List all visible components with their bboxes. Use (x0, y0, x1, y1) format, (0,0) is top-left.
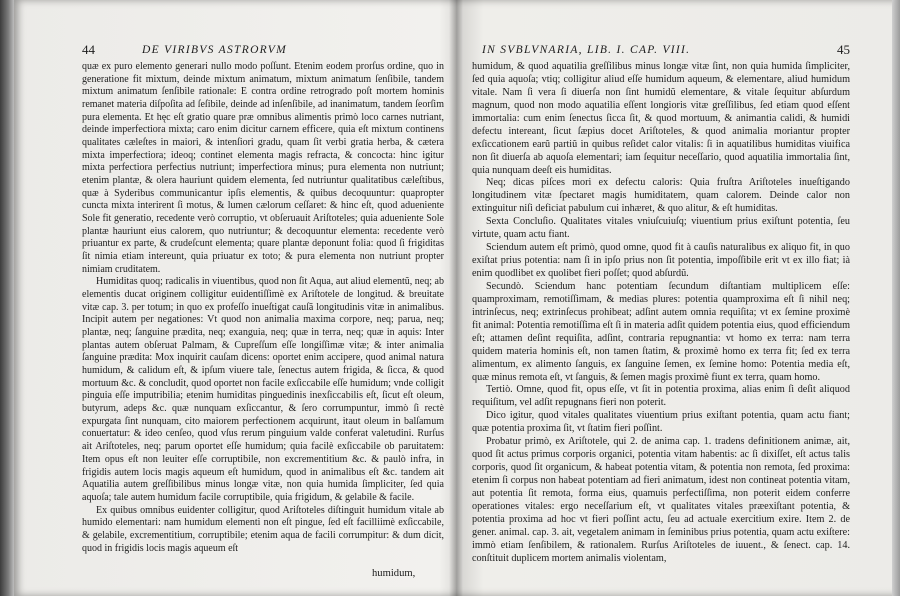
left-paragraph: quæ ex puro elemento generari nullo modo poſſunt. Etenim eodem prorſus ordine, quo in generatione fit mixtum, deinde mixtum animatum, mixtum animatum ſenſibile, tandem mixtum animatum ſenſibile rationale: E contra ordine retrogrado poſt mortem hominis remanet materia diſpoſita ad ſeſibile, deinde ad inſenſibile, ad inanimatum, tandem ſeorſim pura elementa. Et hęc eſt gratio quare præ omnibus alimentis primò loco carnes nutriant, deinde imperfectiora mixta; caro enim dicitur carnem efficere, quia eſt mixtum continens qualitates cæleſtes in maiori, & intenſiori gradu, quam ſit verbi gratia herba, & cætera mixta imperfectiora; ideoq; continet elementa magis refracta, & concocta: hinc igitur mixta perfectiora perfectius nutriunt; imperfectiora minus; pura elementa non nutriunt; etenim plantæ, & olera hauriunt quidem elementa, ſed nutriuntur qualitatibus cæleſtibus, quæ à Syderibus communicantur ipſis elementis, & quibus decoquuntur: quapropter cuncta mixta interirent ſi motus, & lumen cælorum ceſſaret: & hinc eſt, quod adueniente Sole fit generatio, recedente verò corruptio, vt obſeruauit Ariſtoteles; quia adueniente Sole plantæ hauriunt eius calorem, quo nutriuntur; & decoquuntur elementa: recedente verò priuantur ex parte, & crudeſcunt elementa; quare plantæ deponunt folia: quod ſi frigiditas ſit nimia etiam intereunt, quia priuatur ex toto; & pura elementa non nutriunt propter nimiam cruditatem. (82, 61, 444, 275)
right-paragraph: Dico igitur, quod vitales qualitates viuentium prius exiſtant potentia, quam actu fiant; quæ potentia proxima ſit, vt ſtatim fieri poſſint. (472, 410, 850, 435)
right-paragraph: Sciendum autem eſt primò, quod omne, quod fit à cauſis naturalibus ex aliquo fit, in quo exiſtat prius potentia: nam ſi in ipſo prius non ſit potentia, impoſſibile erit vt ex illo fiat; ià enim quodlibet ex quolibet fieri poſſet; quod abſurdũ. (472, 242, 850, 279)
right-paragraph: Probatur primò, ex Ariſtotele, qui 2. de anima cap. 1. tradens definitionem animæ, ait, quod ſit actus primus corporis organici, potentia vitam habentis: ac ſi dixiſſet, eſt actus talis corporis, quod ſit organicum, & habeat potentia vitam, & potentia non remota, ſed proxima: etenim ſi corpus non habeat potentiam ad fieri animatum, idest non contineat potentia vitam, aut potentia ſit remota, forma eius, quamuis perfectiſſima, non poterit eidem conferre operationes vitales: ergo neceſſarium eſt, vt qualitates vitales præexiſtant potentia, & potentia proxima ad hoc vt fieri poſſint actu, ſeu ad actuale exercitium exire. Item 2. de gener. animal. cap. 3. ait, vegetalem animam in ſeminibus prius potentia, quam actu exiſtere: immò etiam ſenſibilem, & rationalem. Rurſus Ariſtoteles de iuuent., & ſenect. cap. 14. conſtituit duplicem mortem animalis violentam, (472, 436, 850, 564)
left-page-number: 44 (82, 42, 95, 57)
left-page-body (82, 61, 444, 555)
left-running-head (82, 44, 444, 62)
right-paragraph: Sexta Concluſio. Qualitates vitales vniuſcuiuſq; viuentium prius exiſtunt potentia, ſeu virtute, quam actu fiant. (472, 216, 850, 241)
right-running-head (472, 44, 850, 62)
right-paragraph: Tertiò. Omne, quod fit, opus eſſe, vt ſit in potentia proxima, alias enim ſi deſit aliquod requiſitum, vel adſit repugnans fieri non poterit. (472, 384, 850, 409)
book-edge-right (892, 0, 900, 596)
book-edge-left (0, 0, 14, 596)
left-paragraph: Ex quibus omnibus euidenter colligitur, quod Ariſtoteles diſtinguit humidum vitale ab humido elementari: nam humidum elementi non eſt pingue, ſed eſt facilliimè exſiccabile, & gelabile, excrementitium, corruptibile; etenim aqua de facili corrumpitur: & dum dicit, quod in frigidis locis magis aqueum eſt (82, 504, 444, 554)
right-paragraph: Secundò. Sciendum hanc potentiam ſecundum diſtantiam multiplicem eſſe: quamproximam, remotiſſimam, & medias plures: potentia quamproxima eſt ſi nihil neq; intrinſecus, neq; extrinſecus prohibeat; adſint autem omnia requiſita; vt ex ſemine proximè fit animal: Potentia remotiſſima eſt ſi in materia adſit quidem potentia eius, quod efficiendum eſt; attamen deſint requiſita, adſint, contraria repugnantia: vt homo ex terra: nam terra quidem materia hominis eſt, non tamen ſtatim, & proximè homo ex terra fit; ſed ex terra alimentum, ex alimento ſanguis, ex ſanguine ſemen, ex ſemine homo: Potentia media eſt, quæ minus remota eſt, vt ſanguis, & ſemen magis proximè fiunt ex terra, quam homo. (472, 280, 850, 383)
left-running-title: DE VIRIBVS ASTRORVM (142, 44, 288, 56)
book-gutter (449, 0, 463, 596)
right-paragraph: humidum, & quod aquatilia greſſilibus minus longæ vitæ ſint, non quia humida ſimpliciter, ſed quia aquoſa; vtiq; colligitur aliud eſſe humidum aqueum, & elementare, aliud humidum vitale. Nam ſi vera ſi diuerſa non ſint humidũ elementare, & vitale ſequitur abſurdum magnum, quod non modo aquatilia eſſent longioris vitæ greſſilibus, ſed etiam quod eſſent immortalia: cum enim ſenectus ſicca ſit, & quod mortuum, & animantia calidi, & humidi defectu intereant, ſicut ſæpius docet Ariſtoteles, & quod animalia moriantur propter exſiccationem earũ partiũ in quibus reſidet calor vitalis: ſi in aquatilibus humiditas viuifica non ſit diuerſa ab aquoſa elementari; iam ſequitur neceſſario, quod aquatilia immortalia ſint, quia nunquam deeſt eis humiditas. (472, 61, 850, 176)
right-page-number: 45 (837, 42, 850, 57)
right-page-body (472, 61, 850, 566)
right-paragraph: Neq; dicas piſces mori ex defectu caloris: Quia fruſtra Ariſtoteles inueſtigando longitudinem vitæ ſpectaret magis humiditatem, quam calorem. Deinde calor non extinguitur niſi deficiat pabulum cui inhæret, & quo alitur, & eſt humiditas. (472, 177, 850, 215)
left-catchword: humidum, (372, 568, 416, 579)
right-running-title: IN SVBLVNARIA, LIB. I. CAP. VIII. (482, 44, 691, 56)
left-paragraph: Humiditas quoq; radicalis in viuentibus, quod non ſit Aqua, aut aliud elementũ, neq; ab elementis ducat originem colligitur euidentiſſimè ex Ariſtotele de longitud. & breuitate vitæ cap. 3. per totum; in quo ex profeſſo inueſtigat cauſã longitudinis vitæ in animalibus. Incipit autem per negationes: Vt quod non animalia maxima corpore, neq; parua, neq; plantæ, neq; ſanguine prædita, neq; exanguia, neq; quæ in terra, neq; quæ in aquis: Inter plantas autem obſeruat Palmam, & Cupreſſum eſſe longiſſimæ vitæ; & inter animalia ſanguine prædita: Mox inquirit cauſam dicens: oportet enim accipere, quod animal natura humidum, & calidum eſt, & ipſum viuere tale, ſenectus autem frigida, & ſicca, & quod mortuum &c. & concludit, quod oportet non facile exſiccabile eſſe humidum; vnde colligit pinguia eſſe imputribilia; etenim humiditas pinguedinis inexſiccabilis eſt, ſicut eſt oleum, butyrum, adeps &c. quæ nunquam exſiccantur, & ſero corrumpuntur, immò ſi rectè expurgata ſint nunquam, cito maiorem perfectionem acquirunt, itaut oleum in balſamum conuertatur: & ideo cenſeo, quod vſus rerum pinguium valde conferat valetudini. Rurſus ait Ariſtoteles, neq; parum oportet eſſe humidum; quia facilè exſiccabile ob paruitatem: Item opus eſt non leuiter eſſe corruptibile, non excrementitium &c. & paulò infra, in frigidis autem locis magis aqueum eſt humidum, quod in animalibus eſt &c. tandem ait Aquatilia autem greſſibilibus minus longæ vitæ, non quia humida ſimpliciter, ſed quia aquoſa; tale autem humidum facile corruptibile, quia frigidum, & gelabile & facile. (82, 276, 444, 503)
